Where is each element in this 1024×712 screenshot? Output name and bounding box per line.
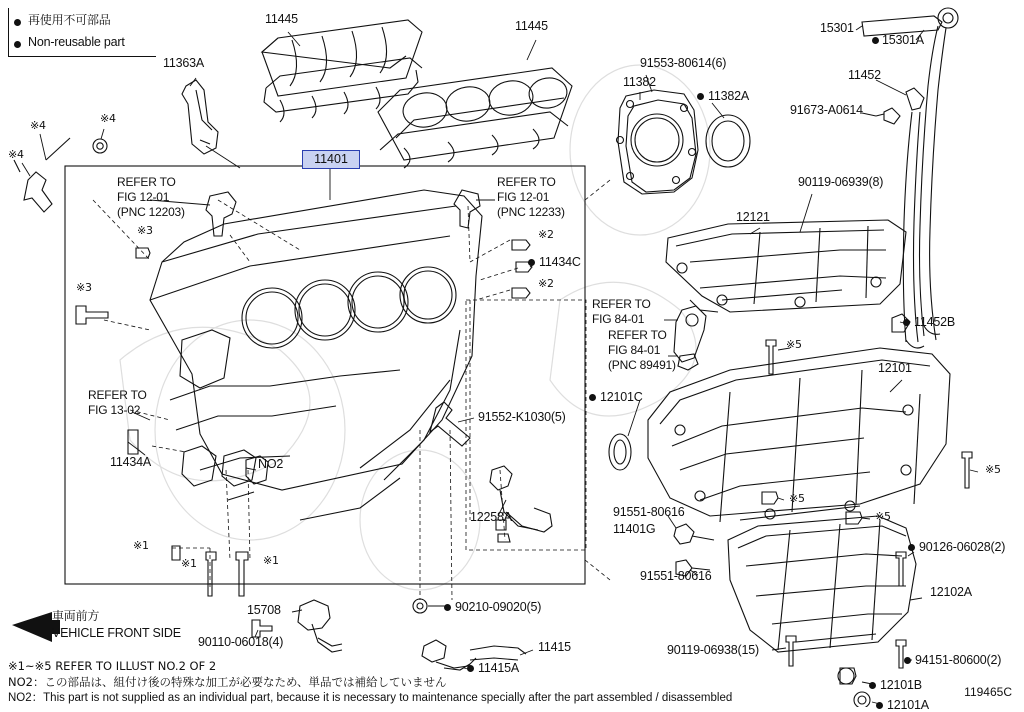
refer-line-2: FIG 12-01 xyxy=(117,190,170,204)
callout-11434a: 11434A xyxy=(110,455,151,469)
refer-fig-13-02 xyxy=(88,388,147,418)
star-mark-2a: ※2 xyxy=(538,228,554,241)
refer-line-3: (PNC 89491) xyxy=(608,358,676,372)
legend-bullet-1 xyxy=(14,19,21,26)
vehicle-front-en: VEHICLE FRONT SIDE xyxy=(52,626,181,640)
bullet-12101a xyxy=(876,702,883,709)
bullet-15301a xyxy=(872,37,879,44)
vehicle-front-jp: 車両前方 xyxy=(52,609,100,623)
callout-12101: 12101 xyxy=(878,361,912,375)
callout-12101a: 12101A xyxy=(887,698,929,712)
refer-line-3: (PNC 12203) xyxy=(117,205,185,219)
callout-12102a: 12102A xyxy=(930,585,972,599)
legend-underline xyxy=(8,56,156,57)
refer-fig-12-01-12203 xyxy=(117,175,185,220)
callout-11445-left: 11445 xyxy=(265,12,298,26)
star-mark-3b: ※3 xyxy=(76,281,92,294)
bullet-11434c xyxy=(528,259,535,266)
refer-fig-84-01-89491 xyxy=(608,328,676,373)
drawing-code: 119465C xyxy=(964,685,1012,699)
callout-12258a: 12258A xyxy=(470,510,512,524)
star-mark-5b: ※5 xyxy=(985,463,1001,476)
callout-11452: 11452 xyxy=(848,68,881,82)
star-mark-2b: ※2 xyxy=(538,277,554,290)
callout-90110-06018: 90110-06018(4) xyxy=(198,635,284,649)
refer-line-3: (PNC 12233) xyxy=(497,205,565,219)
bullet-11452b xyxy=(903,319,910,326)
callout-11434c: 11434C xyxy=(539,255,581,269)
callout-11415: 11415 xyxy=(538,640,571,654)
highlighted-part-11401[interactable]: 11401 xyxy=(302,150,360,169)
callout-91551-80616-a: 91551-80616 xyxy=(613,505,685,519)
bullet-11382a xyxy=(697,93,704,100)
refer-fig-84-01 xyxy=(592,297,651,327)
star-mark-5a: ※5 xyxy=(786,338,802,351)
callout-no2: NO2 xyxy=(258,457,284,471)
refer-line-2: FIG 13-02 xyxy=(88,403,141,417)
callout-15301a: 15301A xyxy=(882,33,924,47)
callout-90210-09020: 90210-09020(5) xyxy=(455,600,542,614)
legend-left xyxy=(8,8,9,56)
refer-fig-12-01-12233 xyxy=(497,175,565,220)
star-mark-4a: ※4 xyxy=(30,119,46,132)
refer-line-1: REFER TO xyxy=(497,175,556,189)
footer-no2-jp: NO2：この部品は、組付け後の特殊な加工が必要なため、単品では補給していません xyxy=(8,675,447,689)
refer-line-2: FIG 84-01 xyxy=(608,343,661,357)
callout-91673-a0614: 91673-A0614 xyxy=(790,103,863,117)
callout-11452b: 11452B xyxy=(914,315,955,329)
callout-90126-06028: 90126-06028(2) xyxy=(919,540,1006,554)
callout-90119-06939: 90119-06939(8) xyxy=(798,175,884,189)
callout-12101c: 12101C xyxy=(600,390,643,404)
callout-90119-06938: 90119-06938(15) xyxy=(667,643,759,657)
bullet-90210 xyxy=(444,604,451,611)
legend-bullet-2 xyxy=(14,41,21,48)
footer-ref-line: ※1~※5 REFER TO ILLUST NO.2 OF 2 xyxy=(8,659,217,673)
refer-line-1: REFER TO xyxy=(88,388,147,402)
refer-line-2: FIG 12-01 xyxy=(497,190,550,204)
star-mark-3a: ※3 xyxy=(137,224,153,237)
refer-line-1: REFER TO xyxy=(592,297,651,311)
callout-94151-80600: 94151-80600(2) xyxy=(915,653,1002,667)
bullet-12101c xyxy=(589,394,596,401)
star-mark-1c: ※1 xyxy=(263,554,279,567)
footer-no2-en: NO2：This part is not supplied as an individual part, because it is necessary to maintenance specially after the part assembled / disassembled xyxy=(8,692,733,704)
star-mark-1a: ※1 xyxy=(133,539,149,552)
callout-11401g: 11401G xyxy=(613,522,656,536)
star-mark-5c: ※5 xyxy=(789,492,805,505)
star-mark-4b: ※4 xyxy=(100,112,116,125)
refer-line-1: REFER TO xyxy=(117,175,176,189)
callout-11445-right: 11445 xyxy=(515,19,548,33)
callout-12101b: 12101B xyxy=(880,678,922,692)
callout-11363a: 11363A xyxy=(163,56,204,70)
callout-15708: 15708 xyxy=(247,603,281,617)
bullet-90126 xyxy=(908,544,915,551)
callout-12121: 12121 xyxy=(736,210,770,224)
refer-line-1: REFER TO xyxy=(608,328,667,342)
callout-11415a: 11415A xyxy=(478,661,519,675)
star-mark-5d: ※5 xyxy=(875,510,891,523)
star-mark-1b: ※1 xyxy=(181,557,197,570)
callout-11382: 11382 xyxy=(623,75,656,89)
callout-15301: 15301 xyxy=(820,21,854,35)
legend-en: Non-reusable part xyxy=(28,35,125,49)
legend-jp: 再使用不可部品 xyxy=(28,13,111,27)
callout-91551-80616-b: 91551-80616 xyxy=(640,569,712,583)
bullet-94151 xyxy=(904,657,911,664)
callout-91552-k1030: 91552-K1030(5) xyxy=(478,410,566,424)
callout-91553-80614: 91553-80614(6) xyxy=(640,56,727,70)
refer-line-2: FIG 84-01 xyxy=(592,312,645,326)
bullet-11415a xyxy=(467,665,474,672)
star-mark-4c: ※4 xyxy=(8,148,24,161)
callout-11382a: 11382A xyxy=(708,89,749,103)
bullet-12101b xyxy=(869,682,876,689)
